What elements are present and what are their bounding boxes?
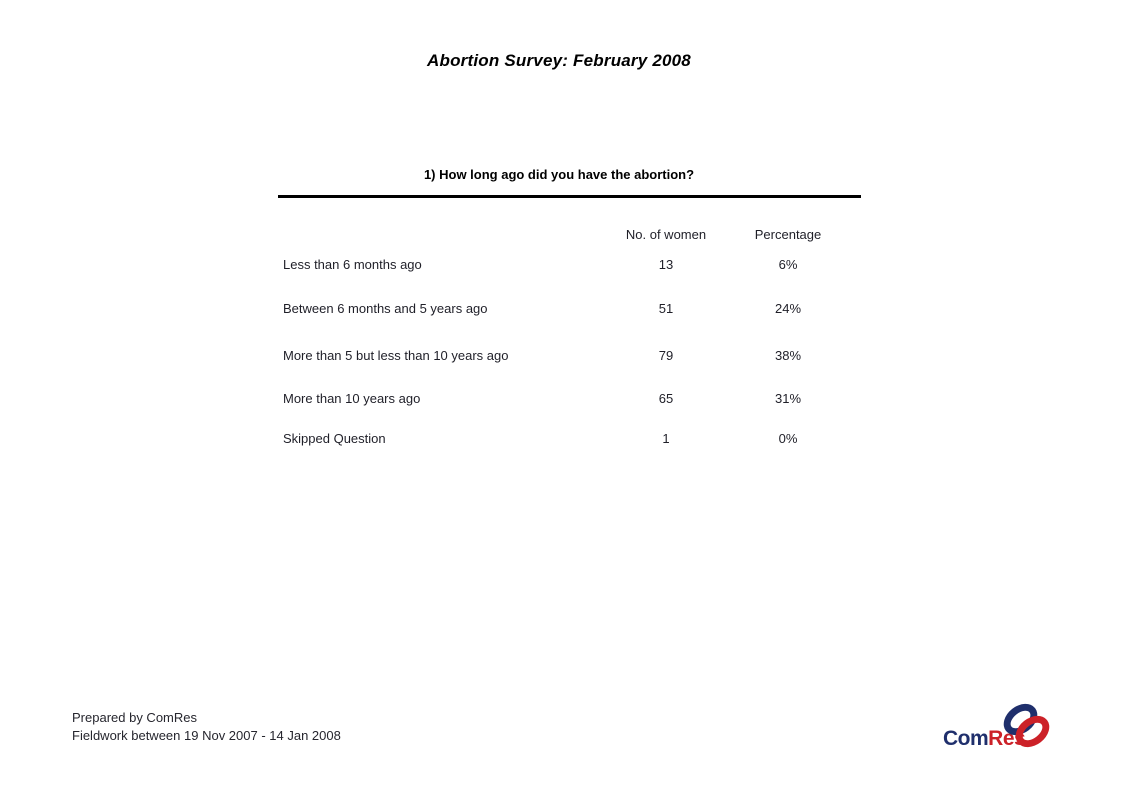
row-label: Skipped Question bbox=[283, 431, 386, 446]
page-title: Abortion Survey: February 2008 bbox=[427, 51, 691, 70]
row-percentage: 38% bbox=[774, 348, 802, 363]
heading-rule bbox=[278, 195, 861, 198]
row-percentage: 31% bbox=[774, 391, 802, 406]
table-row bbox=[283, 431, 843, 447]
row-women-count: 79 bbox=[658, 348, 674, 363]
footer-prepared-by: Prepared by ComRes bbox=[72, 710, 197, 725]
row-label: More than 10 years ago bbox=[283, 391, 421, 406]
logo-text-res: Res bbox=[988, 727, 1026, 750]
row-women-count: 65 bbox=[658, 391, 674, 406]
column-header-no-of-women: No. of women bbox=[625, 227, 707, 242]
row-percentage: 0% bbox=[778, 431, 798, 446]
table-row bbox=[283, 348, 843, 364]
table-row bbox=[283, 257, 843, 273]
row-women-count: 1 bbox=[662, 431, 670, 446]
row-women-count: 51 bbox=[658, 301, 674, 316]
row-percentage: 24% bbox=[774, 301, 802, 316]
footer-fieldwork-dates: Fieldwork between 19 Nov 2007 - 14 Jan 2008 bbox=[72, 728, 341, 743]
table-header-row bbox=[283, 227, 843, 243]
column-header-spacer bbox=[283, 227, 611, 243]
row-percentage: 6% bbox=[778, 257, 798, 272]
row-label: Between 6 months and 5 years ago bbox=[283, 301, 488, 316]
table-row bbox=[283, 301, 843, 317]
comres-logo bbox=[943, 699, 1055, 759]
row-label: More than 5 but less than 10 years ago bbox=[283, 348, 509, 363]
column-header-percentage: Percentage bbox=[754, 227, 822, 242]
row-women-count: 13 bbox=[658, 257, 674, 272]
logo-text-com: Com bbox=[943, 727, 989, 750]
row-label: Less than 6 months ago bbox=[283, 257, 422, 272]
footer bbox=[72, 709, 341, 745]
question-heading: 1) How long ago did you have the abortion? bbox=[423, 167, 695, 182]
table-row bbox=[283, 391, 843, 407]
